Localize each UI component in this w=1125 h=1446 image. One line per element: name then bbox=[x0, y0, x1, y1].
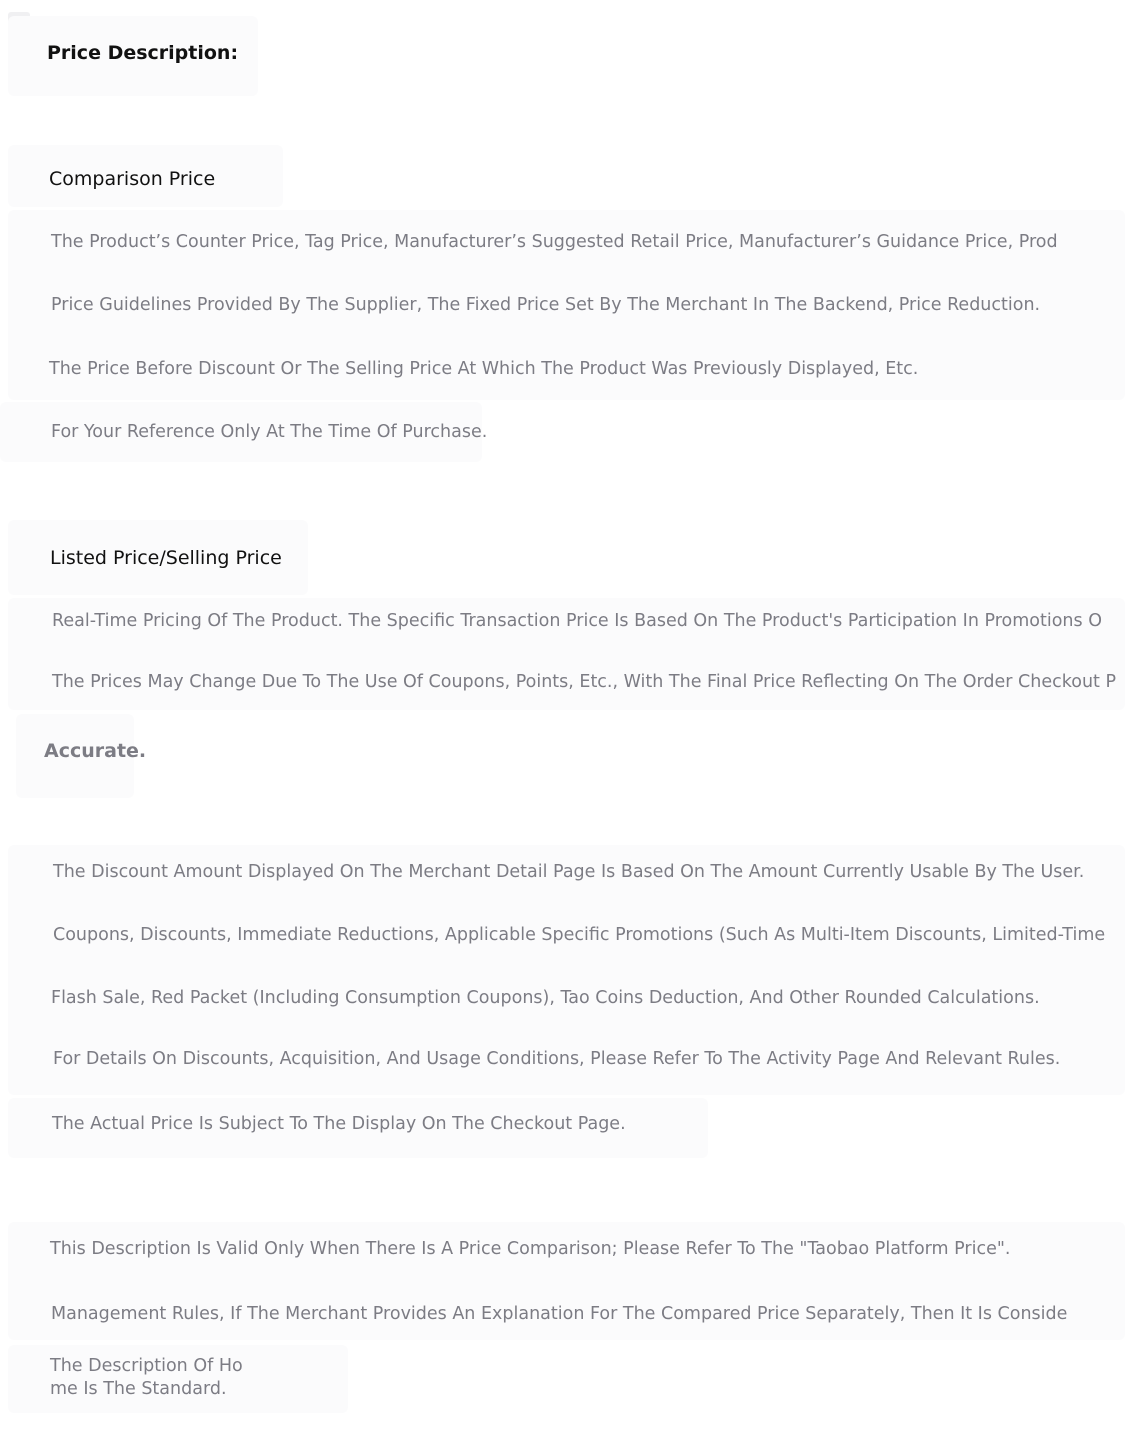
listed-price-line-2: The Prices May Change Due To The Use Of Coupons, Points, Etc., With The Final Price Reflecting On The Order Checkout P bbox=[52, 672, 1117, 692]
discount-line-5: The Actual Price Is Subject To The Display On The Checkout Page. bbox=[52, 1114, 626, 1134]
comparison-price-line-2: Price Guidelines Provided By The Supplier, The Fixed Price Set By The Merchant In The Backend, Price Reduction. bbox=[51, 295, 1041, 315]
comparison-price-line-3: The Price Before Discount Or The Selling Price At Which The Product Was Previously Displayed, Etc. bbox=[49, 359, 919, 379]
page-title: Price Description: bbox=[47, 42, 239, 64]
validity-line-2: Management Rules, If The Merchant Provides An Explanation For The Compared Price Separately, Then It Is Conside bbox=[51, 1304, 1068, 1324]
accurate-label: Accurate. bbox=[44, 740, 147, 762]
validity-line-1: This Description Is Valid Only When There Is A Price Comparison; Please Refer To The "Taobao Platform Price". bbox=[50, 1239, 1011, 1259]
discount-line-1: The Discount Amount Displayed On The Merchant Detail Page Is Based On The Amount Currently Usable By The User. bbox=[53, 862, 1085, 882]
comparison-price-title: Comparison Price bbox=[49, 168, 216, 190]
discount-line-2: Coupons, Discounts, Immediate Reductions, Applicable Specific Promotions (Such As Multi-Item Discounts, Limited-Time bbox=[53, 925, 1106, 945]
listed-price-line-1: Real-Time Pricing Of The Product. The Specific Transaction Price Is Based On The Product's Participation In Promotions O bbox=[52, 611, 1102, 631]
discount-line-3: Flash Sale, Red Packet (Including Consumption Coupons), Tao Coins Deduction, And Other Rounded Calculations. bbox=[51, 988, 1040, 1008]
listed-price-title: Listed Price/Selling Price bbox=[50, 547, 282, 569]
validity-line-3: The Description Of Ho me Is The Standard. bbox=[50, 1356, 243, 1399]
comparison-price-line-4: For Your Reference Only At The Time Of Purchase. bbox=[51, 422, 488, 442]
comparison-price-line-1: The Product’s Counter Price, Tag Price, Manufacturer’s Suggested Retail Price, Manufacturer’s Guidance Price, Prod bbox=[51, 232, 1058, 252]
discount-line-4: For Details On Discounts, Acquisition, And Usage Conditions, Please Refer To The Activity Page And Relevant Rules. bbox=[53, 1049, 1061, 1069]
